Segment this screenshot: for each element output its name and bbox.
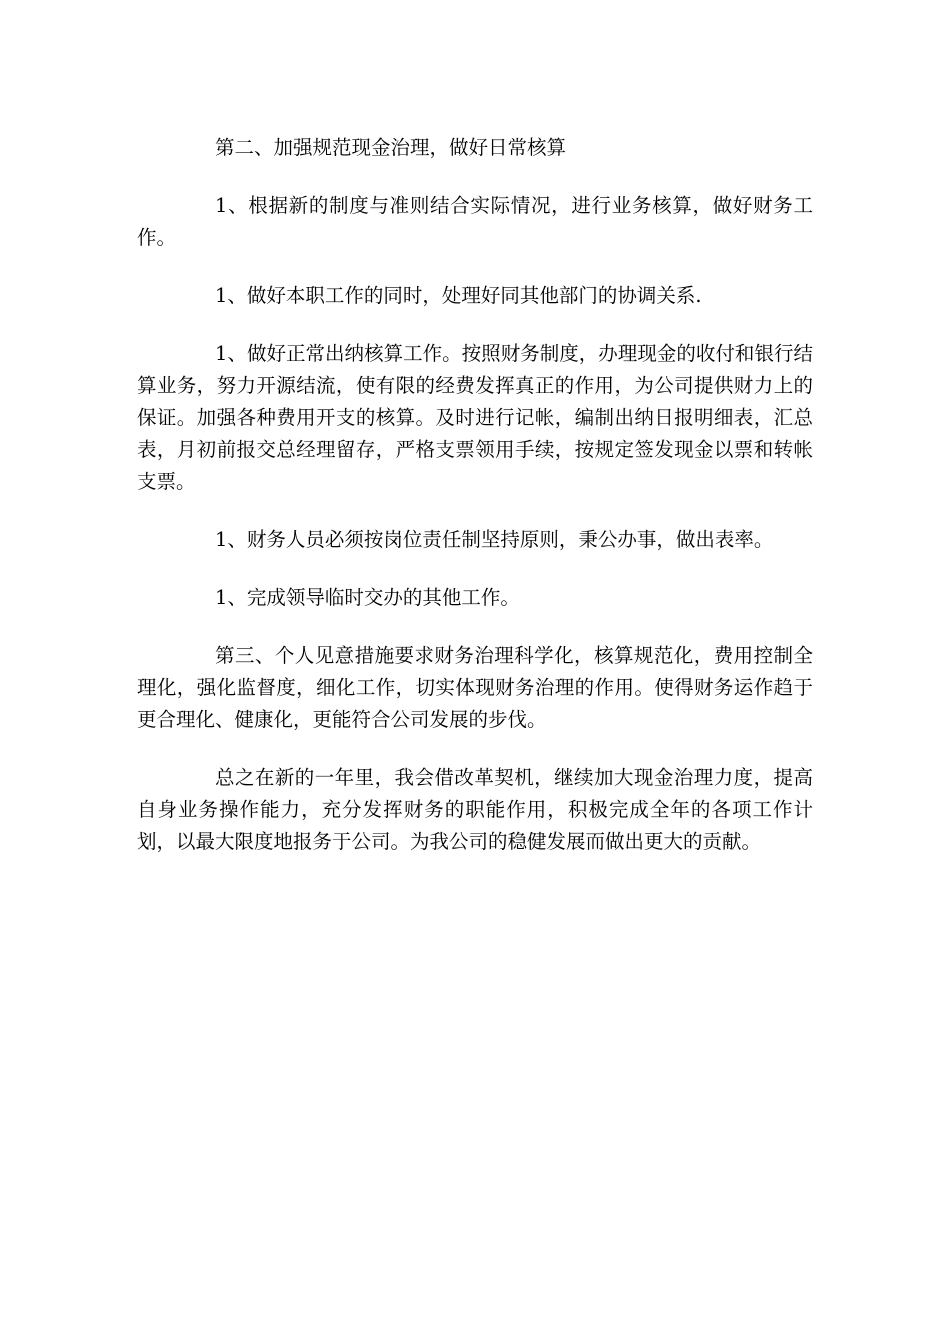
paragraph-item-accounting: 1、根据新的制度与准则结合实际情况，进行业务核算，做好财务工作。: [137, 194, 813, 249]
paragraph-item-other-tasks: 1、完成领导临时交办的其他工作。: [215, 586, 520, 609]
paragraph-item-principles: 1、财务人员必须按岗位责任制坚持原则，秉公办事，做出表率。: [215, 528, 774, 551]
paragraph-item-cashier: 1、做好正常出纳核算工作。按照财务制度，办理现金的收付和银行结算业务，努力开源结流，使有限的经费发挥真正的作用，为公司提供财力上的保证。加强各种费用开支的核算。及时进行记帐，编制出纳日报明细表，汇总表，月初前报交总经理留存，严格支票领用手续，按规定签发现金以票和转帐支票。: [137, 342, 813, 493]
paragraph-conclusion: 总之在新的一年里，我会借改革契机，继续加大现金治理力度，提高自身业务操作能力，充分发挥财务的职能作用，积极完成全年的各项工作计划，以最大限度地报务于公司。为我公司的稳健发展而做出更大的贡献。: [137, 766, 813, 853]
paragraph-item-coordination: 1、做好本职工作的同时，处理好同其他部门的协调关系.: [215, 284, 702, 307]
section-heading-cash-management: 第二、加强规范现金治理，做好日常核算: [215, 136, 567, 159]
document-body: [137, 132, 813, 884]
paragraph-section-three: 第三、个人见意措施要求财务治理科学化，核算规范化，费用控制全理化，强化监督度，细化工作，切实体现财务治理的作用。使得财务运作趋于更合理化、健康化，更能符合公司发展的步伐。: [137, 644, 813, 731]
